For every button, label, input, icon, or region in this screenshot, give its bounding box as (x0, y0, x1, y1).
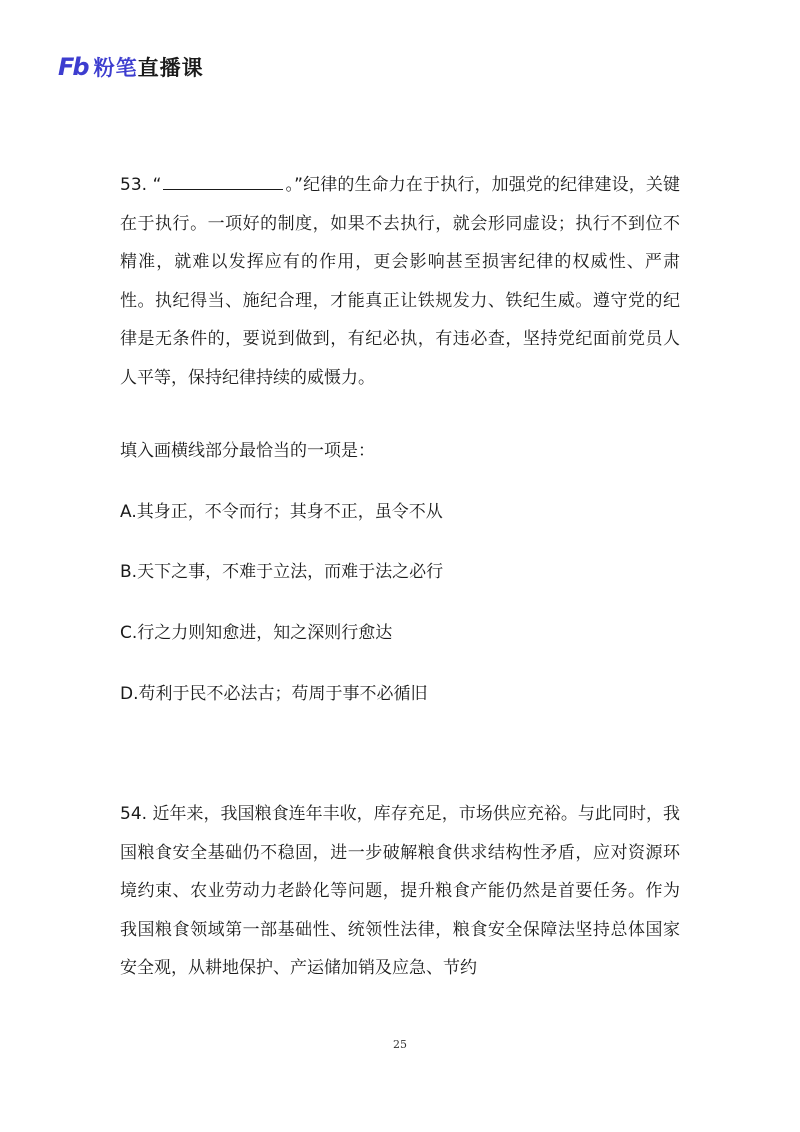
question-53-stem (120, 166, 680, 397)
question-53-text: 。”纪律的生命力在于执行，加强党的纪律建设，关键在于执行。一项好的制度，如果不去执行，就会形同虚设；执行不到位不精准，就难以发挥应有的作用，更会影响甚至损害纪律的权威性、严肃性。执纪得当、施纪合理，才能真正让铁规发力、铁纪生威。遵守党的纪律是无条件的，要说到做到，有纪必执，有违必查，坚持党纪面前党员人人平等，保持纪律持续的威慑力。 (120, 175, 680, 388)
question-53 (120, 166, 680, 397)
brand-logo (58, 52, 204, 82)
brand-name (94, 52, 204, 82)
question-53-prompt: 填入画横线部分最恰当的一项是： (120, 441, 375, 461)
option-d: D.苟利于民不必法古；苟周于事不必循旧 (120, 684, 428, 704)
option-c: C.行之力则知愈进，知之深则行愈达 (120, 623, 393, 643)
fill-in-blank (163, 172, 283, 190)
page-number: 25 (393, 1038, 407, 1051)
option-a: A.其身正，不令而行；其身不正，虽令不从 (120, 502, 443, 522)
brand-product: 直播课 (137, 56, 204, 80)
fenbi-logo-icon: Fb (58, 53, 88, 81)
question-53-number: 53. “ (120, 175, 162, 195)
question-54 (120, 795, 680, 988)
question-54-text: 54. 近年来，我国粮食连年丰收，库存充足，市场供应充裕。与此同时，我国粮食安全基础仍不稳固，进一步破解粮食供求结构性矛盾，应对资源环境约束、农业劳动力老龄化等问题，提升粮食产能仍然是首要任务。作为我国粮食领域第一部基础性、统领性法律，粮食安全保障法坚持总体国家安全观，从耕地保护、产运储加销及应急、节约 (120, 804, 680, 978)
option-b: B.天下之事，不难于立法，而难于法之必行 (120, 562, 444, 582)
brand-fenbi: 粉笔 (93, 56, 138, 80)
